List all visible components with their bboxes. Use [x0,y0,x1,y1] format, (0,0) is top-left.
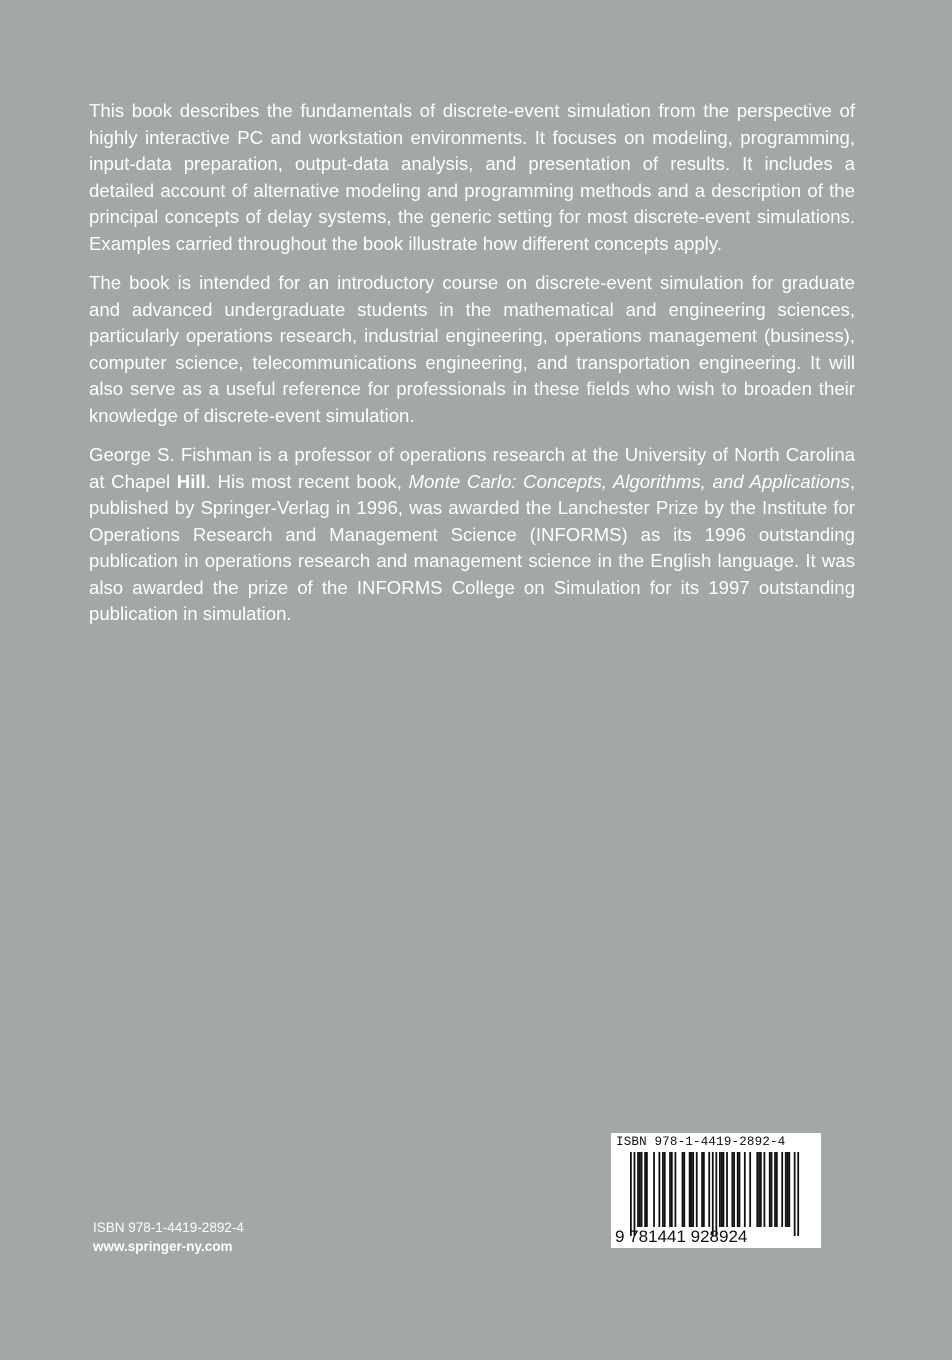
barcode-bar [703,1152,705,1227]
author-bio-paragraph [89,442,855,628]
barcode-bar [637,1152,639,1227]
barcode-bar [634,1152,636,1236]
barcode-bar [658,1152,660,1227]
barcode-bar [708,1152,710,1227]
isbn-barcode [611,1133,821,1248]
barcode-bar [764,1152,766,1227]
barcode-bar [639,1152,641,1227]
barcode-bar [715,1152,717,1236]
barcode-bar [726,1152,728,1227]
description-paragraph: This book describes the fundamentals of discrete-event simulation from the perspective of highly interactive PC and workstation environments. It focuses on modeling, programming, input-data preparation, output-data analysis, and presentation of results. It includes a detailed account of alternative modeling and programming methods and a description of the principal concepts of delay systems, the generic setting for most discrete-event simulations. Examples carried throughout the book illustrate how different concepts apply. [89,100,855,254]
audience-paragraph: The book is intended for an introductory course on discrete-event simulation for graduate and advanced undergraduate students in the mathematical and engineering sciences, particularly operations research, industrial engineering, operations management (business), computer science, telecommunications engineering, and transportation engineering. It will also serve as a useful reference for professionals in these fields who wish to broaden their knowledge of discrete-event simulation. [89,272,855,426]
barcode-bar [675,1152,677,1227]
barcode-bar [797,1152,799,1236]
barcode-bar [733,1152,735,1227]
barcode-bar [712,1152,714,1236]
barcode-bar [669,1152,671,1227]
barcode-bar [664,1152,666,1227]
footer-isbn: ISBN 978-1-4419-2892-4 [93,1220,244,1235]
author-bio-text-1: George S. Fishman is a professor of operations research at the University of North Carolina at Chapel [89,444,855,492]
barcode-bar [788,1152,790,1227]
barcode-bar [662,1152,664,1227]
barcode-bar [692,1152,694,1227]
author-bio-text-3: , published by Springer-Verlag in 1996, was awarded the Lanchester Prize by the Institute for Operations Research and Management Science (INFORMS) as its 1996 outstanding publication in operations research and management science in the English language. It was also awarded the prize of the INFORMS College on Simulation for its 1997 outstanding publication in simulation. [89,470,855,624]
barcode-bar [737,1152,739,1227]
barcode-digits: 9 781441 928924 [615,1227,748,1246]
author-bio-text-2: . His most recent book, [205,470,409,492]
barcode-bar [760,1152,762,1227]
author-book-title: Monte Carlo: Concepts, Algorithms, and Applications [408,470,850,492]
barcode-bar [756,1152,758,1227]
barcode-bar [671,1152,673,1227]
barcode-bar [682,1152,684,1227]
barcode-bar [696,1152,698,1227]
barcode-bar [787,1152,789,1227]
barcode-bar [731,1152,733,1227]
barcode-isbn-label: ISBN 978-1-4419-2892-4 [616,1135,786,1149]
barcode-bar [691,1152,693,1227]
barcode-bar [781,1152,783,1227]
barcode-bar [653,1152,655,1227]
barcode-bar [744,1152,746,1227]
barcode-bar [646,1152,648,1227]
barcode-bar [630,1152,632,1236]
barcode-bar [769,1152,771,1227]
barcode-bar [719,1152,721,1227]
barcode-bar [723,1152,725,1227]
barcode-bar [749,1152,751,1227]
barcode-bar [689,1152,691,1227]
barcode-bar [701,1152,703,1227]
barcode-bar [721,1152,723,1227]
barcode-bar [771,1152,773,1227]
barcode-bar [641,1152,643,1227]
barcode-bar [644,1152,646,1227]
barcode-bar [739,1152,741,1227]
author-bio-hill: Hill [176,470,206,492]
barcode-bar [776,1152,778,1227]
barcode-bar [758,1152,760,1227]
barcode-bar [794,1152,796,1236]
barcode-bar [683,1152,685,1227]
publisher-url[interactable]: www.springer-ny.com [93,1239,233,1254]
barcode-bar [774,1152,776,1227]
back-cover-blurb [89,98,855,628]
barcode-bar [785,1152,787,1227]
